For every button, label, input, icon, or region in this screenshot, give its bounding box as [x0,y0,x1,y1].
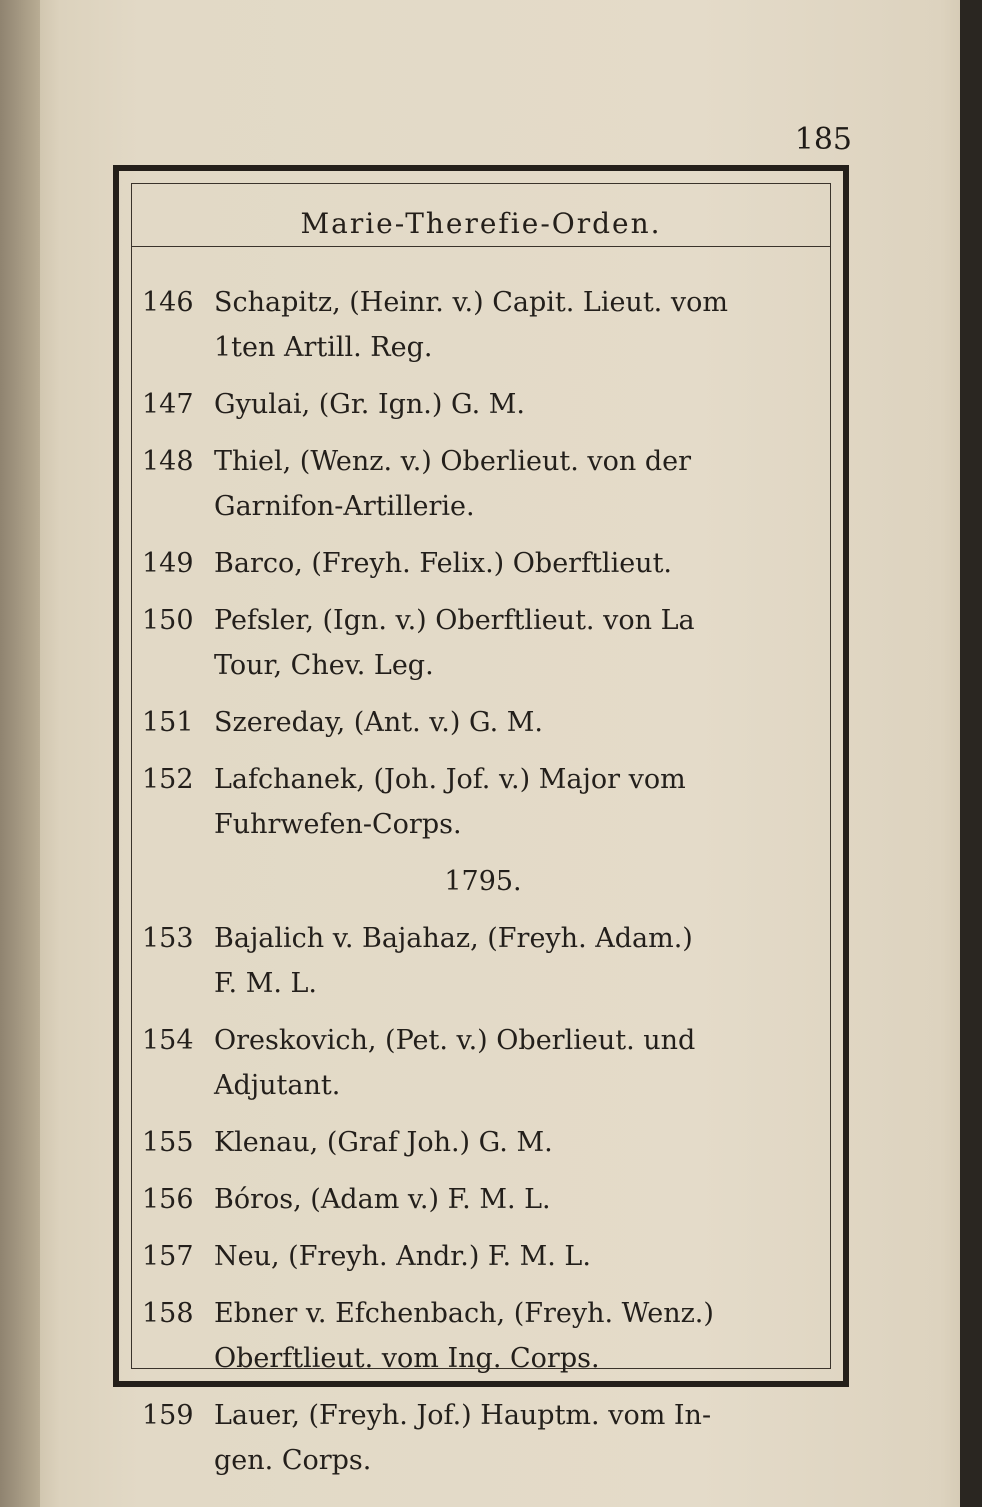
entries-list [142,280,824,1495]
entry-line-1: Ebner v. Efchenbach, (Freyh. Wenz.) [214,1298,714,1329]
content-frame-inner [131,183,831,1476]
entry-line-2: 1ten Artill. Reg. [214,332,433,363]
page-number: 185 [794,122,852,157]
entry-line-2: Fuhrwefen-Corps. [214,809,462,840]
entry-number: 146 [142,287,194,318]
entry-line-2: Tour, Chev. Leg. [214,650,434,681]
entry-line-1: Bóros, (Adam v.) F. M. L. [214,1184,551,1215]
entries-before-year [142,280,824,847]
entry-number: 151 [142,707,194,738]
entry-line-2: Adjutant. [214,1070,341,1101]
entry-row [142,916,824,1006]
entry-text [214,1018,824,1108]
entry-text [214,1234,824,1279]
entry-line-1: Lafchanek, (Joh. Jof. v.) Major vom [214,764,686,795]
entry-line-1: Szereday, (Ant. v.) G. M. [214,707,543,738]
entry-text [214,382,824,427]
entry-line-1: Thiel, (Wenz. v.) Oberlieut. von der [214,446,692,477]
entry-row [142,439,824,529]
entry-text [214,700,824,745]
entry-text [214,1291,824,1381]
entry-line-1: Schapitz, (Heinr. v.) Capit. Lieut. vom [214,287,728,318]
entry-number: 156 [142,1184,194,1215]
entry-text [214,1120,824,1165]
entry-number: 148 [142,446,194,477]
entry-line-1: Pefsler, (Ign. v.) Oberftlieut. von La [214,605,695,636]
entry-number: 158 [142,1298,194,1329]
entry-text [214,280,824,370]
entry-text [214,439,824,529]
entry-text [214,757,824,847]
entry-number: 147 [142,389,194,420]
entry-text [214,598,824,688]
entry-line-2: F. M. L. [214,968,318,999]
entry-text [214,1393,824,1483]
page-right-edge [960,0,982,1507]
entry-number: 150 [142,605,194,636]
heading-divider [132,246,830,247]
entry-text [214,541,824,586]
entry-row [142,280,824,370]
entry-number: 152 [142,764,194,795]
entry-row [142,1291,824,1381]
entry-number: 149 [142,548,194,579]
entry-line-1: Gyulai, (Gr. Ign.) G. M. [214,389,525,420]
entry-row [142,1018,824,1108]
entries-after-year [142,916,824,1483]
page-binding-edge [0,0,40,1507]
entry-line-1: Barco, (Freyh. Felix.) Oberftlieut. [214,548,672,579]
entry-line-1: Bajalich v. Bajahaz, (Freyh. Adam.) [214,923,693,954]
entry-line-1: Oreskovich, (Pet. v.) Oberlieut. und [214,1025,696,1056]
page-heading: Marie-Therefie-Orden. [300,207,662,240]
year-heading: 1795. [444,866,522,897]
entry-line-1: Lauer, (Freyh. Jof.) Hauptm. vom In- [214,1400,712,1431]
entry-row [142,541,824,586]
entry-text [214,916,824,1006]
entry-row [142,1120,824,1165]
entry-row [142,757,824,847]
entry-row [142,1177,824,1222]
entry-number: 157 [142,1241,194,1272]
entry-row [142,700,824,745]
entry-line-2: gen. Corps. [214,1445,372,1476]
entry-number: 159 [142,1400,194,1431]
entry-text [214,1177,824,1222]
entry-row [142,382,824,427]
entry-number: 155 [142,1127,194,1158]
entry-line-1: Neu, (Freyh. Andr.) F. M. L. [214,1241,591,1272]
entry-row [142,1234,824,1279]
entry-row [142,1393,824,1483]
entry-line-1: Klenau, (Graf Joh.) G. M. [214,1127,553,1158]
entry-line-2: Garnifon-Artillerie. [214,491,475,522]
entry-line-2: Oberftlieut. vom Ing. Corps. [214,1343,600,1374]
entry-number: 154 [142,1025,194,1056]
entry-number: 153 [142,923,194,954]
content-frame [113,165,849,1476]
entry-row [142,598,824,688]
